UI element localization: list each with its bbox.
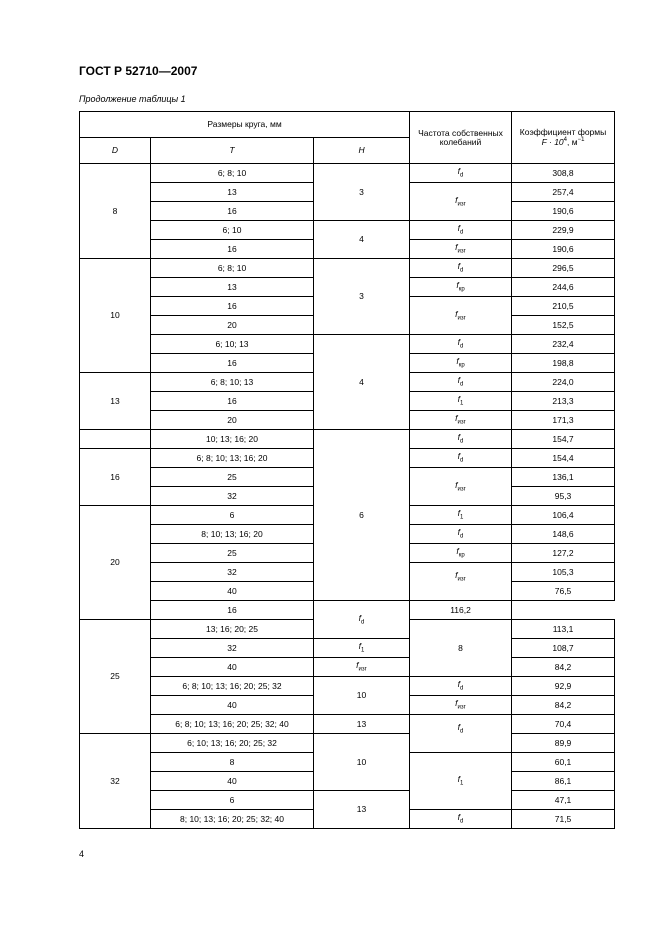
t-cell: 32 bbox=[151, 563, 314, 582]
freq-symbol: f bbox=[455, 698, 458, 708]
header-coefficient-exp2: −1 bbox=[577, 137, 585, 144]
t-cell: 6 bbox=[151, 791, 314, 810]
f-value-cell: 224,0 bbox=[512, 373, 615, 392]
t-cell: 8 bbox=[151, 753, 314, 772]
f-value-cell: 92,9 bbox=[512, 677, 615, 696]
freq-cell bbox=[410, 449, 512, 468]
freq-symbol: f bbox=[457, 679, 461, 689]
header-coefficient bbox=[512, 112, 615, 164]
freq-subscript: d bbox=[460, 457, 464, 464]
freq-cell bbox=[410, 392, 512, 411]
freq-symbol: f bbox=[358, 641, 362, 651]
t-cell: 13 bbox=[151, 278, 314, 297]
freq-subscript: кр bbox=[458, 286, 465, 293]
t-cell: 6; 8; 10 bbox=[151, 259, 314, 278]
t-cell: 20 bbox=[151, 411, 314, 430]
freq-subscript: d bbox=[460, 728, 464, 735]
f-value-cell: 152,5 bbox=[512, 316, 615, 335]
d-cell: 20 bbox=[80, 506, 151, 620]
freq-cell bbox=[410, 753, 512, 810]
f-value-cell: 213,3 bbox=[512, 392, 615, 411]
f-value-cell: 232,4 bbox=[512, 335, 615, 354]
freq-symbol: f bbox=[455, 479, 458, 490]
freq-subscript: d bbox=[460, 267, 464, 274]
freq-symbol: f bbox=[456, 356, 459, 366]
freq-cell bbox=[410, 430, 512, 449]
t-cell: 40 bbox=[151, 696, 314, 715]
f-value-cell: 76,5 bbox=[512, 582, 615, 601]
d-cell: 8 bbox=[80, 164, 151, 259]
f-value-cell: 84,2 bbox=[512, 658, 615, 677]
freq-subscript: изг bbox=[358, 666, 367, 673]
h-cell: 4 bbox=[314, 335, 410, 430]
freq-subscript: d bbox=[460, 381, 464, 388]
f-value-cell: 89,9 bbox=[512, 734, 615, 753]
t-cell: 6; 10; 13; 16; 20; 25; 32 bbox=[151, 734, 314, 753]
h-cell: 13 bbox=[314, 715, 410, 734]
t-cell: 16 bbox=[151, 202, 314, 221]
page-number: 4 bbox=[79, 849, 85, 859]
freq-symbol: f bbox=[455, 413, 458, 423]
header-d: D bbox=[80, 138, 151, 164]
freq-cell bbox=[410, 715, 512, 753]
t-cell: 20 bbox=[151, 316, 314, 335]
freq-cell bbox=[410, 259, 512, 278]
freq-symbol: f bbox=[456, 280, 459, 290]
freq-subscript: 1 bbox=[460, 514, 464, 521]
freq-symbol: f bbox=[457, 812, 461, 822]
t-cell: 6; 8; 10; 13 bbox=[151, 373, 314, 392]
freq-subscript: d bbox=[460, 438, 464, 445]
d-cell: 13 bbox=[80, 373, 151, 430]
d-cell: 16 bbox=[80, 449, 151, 506]
freq-symbol: f bbox=[455, 308, 458, 319]
h-cell: 6 bbox=[314, 430, 410, 601]
freq-subscript: кр bbox=[458, 552, 465, 559]
freq-symbol: f bbox=[457, 774, 461, 784]
freq-symbol: f bbox=[457, 451, 461, 461]
freq-cell bbox=[410, 563, 512, 601]
freq-subscript: изг bbox=[457, 486, 466, 493]
t-cell: 25 bbox=[151, 544, 314, 563]
freq-cell bbox=[410, 544, 512, 563]
t-cell: 16 bbox=[151, 392, 314, 411]
f-value-cell: 70,4 bbox=[512, 715, 615, 734]
t-cell: 13 bbox=[151, 183, 314, 202]
freq-subscript: 1 bbox=[460, 400, 464, 407]
freq-symbol: f bbox=[455, 570, 458, 580]
frequency-table bbox=[79, 111, 615, 829]
freq-subscript: кр bbox=[458, 362, 465, 369]
freq-subscript: изг bbox=[457, 315, 466, 322]
freq-cell bbox=[410, 373, 512, 392]
freq-subscript: d bbox=[460, 685, 464, 692]
freq-subscript: изг bbox=[457, 704, 466, 711]
freq-subscript: изг bbox=[457, 201, 466, 208]
freq-cell bbox=[410, 525, 512, 544]
header-coefficient-line1: Коэффициент формы bbox=[519, 127, 607, 138]
f-value-cell: 95,3 bbox=[512, 487, 615, 506]
freq-cell bbox=[410, 297, 512, 335]
d-cell-empty bbox=[80, 430, 151, 449]
t-cell: 16 bbox=[151, 354, 314, 373]
t-cell: 6; 10 bbox=[151, 221, 314, 240]
freq-cell bbox=[314, 601, 410, 639]
t-cell: 40 bbox=[151, 772, 314, 791]
t-cell: 16 bbox=[151, 240, 314, 259]
d-cell: 32 bbox=[80, 734, 151, 829]
h-cell: 3 bbox=[314, 164, 410, 221]
header-coefficient-suffix: , м bbox=[567, 136, 578, 147]
t-cell: 40 bbox=[151, 658, 314, 677]
freq-cell bbox=[410, 696, 512, 715]
f-value-cell: 190,6 bbox=[512, 240, 615, 259]
freq-subscript: 1 bbox=[361, 647, 365, 654]
f-value-cell: 190,6 bbox=[512, 202, 615, 221]
freq-cell bbox=[410, 468, 512, 506]
freq-cell bbox=[314, 639, 410, 658]
f-value-cell: 106,4 bbox=[512, 506, 615, 525]
t-cell: 8; 10; 13; 16; 20; 25; 32; 40 bbox=[151, 810, 314, 829]
d-cell: 25 bbox=[80, 620, 151, 734]
freq-symbol: f bbox=[457, 722, 461, 732]
f-value-cell: 136,1 bbox=[512, 468, 615, 487]
freq-subscript: d bbox=[460, 533, 464, 540]
header-sizes-group: Размеры круга, мм bbox=[80, 112, 410, 138]
t-cell: 25 bbox=[151, 468, 314, 487]
t-cell: 6; 10; 13 bbox=[151, 335, 314, 354]
f-value-cell: 60,1 bbox=[512, 753, 615, 772]
h-cell: 13 bbox=[314, 791, 410, 829]
freq-cell bbox=[410, 183, 512, 221]
t-cell: 32 bbox=[151, 639, 314, 658]
header-coefficient-prefix: F · 10 bbox=[541, 136, 564, 147]
t-cell: 6; 8; 10 bbox=[151, 164, 314, 183]
d-cell: 10 bbox=[80, 259, 151, 373]
t-cell: 32 bbox=[151, 487, 314, 506]
t-cell: 16 bbox=[151, 297, 314, 316]
freq-symbol: f bbox=[455, 194, 458, 205]
freq-cell bbox=[410, 335, 512, 354]
f-value-cell: 210,5 bbox=[512, 297, 615, 316]
f-value-cell: 86,1 bbox=[512, 772, 615, 791]
freq-symbol: f bbox=[457, 527, 461, 537]
freq-subscript: d bbox=[460, 172, 464, 179]
freq-cell bbox=[410, 506, 512, 525]
freq-subscript: изг bbox=[457, 419, 466, 426]
f-value-cell: 198,8 bbox=[512, 354, 615, 373]
f-value-cell: 105,3 bbox=[512, 563, 615, 582]
freq-symbol: f bbox=[457, 261, 461, 271]
f-value-cell: 244,6 bbox=[512, 278, 615, 297]
freq-cell bbox=[410, 354, 512, 373]
t-cell: 6; 8; 10; 13; 16; 20; 25; 32 bbox=[151, 677, 314, 696]
f-value-cell: 127,2 bbox=[512, 544, 615, 563]
header-t: T bbox=[151, 138, 314, 164]
freq-symbol: f bbox=[356, 660, 359, 670]
freq-cell bbox=[410, 278, 512, 297]
freq-subscript: 1 bbox=[460, 780, 464, 787]
freq-symbol: f bbox=[358, 612, 362, 623]
t-cell: 40 bbox=[151, 582, 314, 601]
header-coefficient-exp: 4 bbox=[563, 137, 567, 144]
t-cell: 6 bbox=[151, 506, 314, 525]
f-value-cell: 84,2 bbox=[512, 696, 615, 715]
f-value-cell: 308,8 bbox=[512, 164, 615, 183]
freq-symbol: f bbox=[455, 242, 458, 252]
t-cell: 6; 8; 10; 13; 16; 20; 25; 32; 40 bbox=[151, 715, 314, 734]
header-h: H bbox=[314, 138, 410, 164]
t-cell: 13; 16; 20; 25 bbox=[151, 620, 314, 639]
t-cell: 6; 8; 10; 13; 16; 20 bbox=[151, 449, 314, 468]
f-value-cell: 296,5 bbox=[512, 259, 615, 278]
freq-cell bbox=[410, 221, 512, 240]
f-value-cell: 229,9 bbox=[512, 221, 615, 240]
freq-symbol: f bbox=[457, 375, 461, 385]
f-value-cell: 257,4 bbox=[512, 183, 615, 202]
freq-cell bbox=[410, 677, 512, 696]
h-cell: 4 bbox=[314, 221, 410, 259]
freq-cell bbox=[410, 240, 512, 259]
f-value-cell: 108,7 bbox=[512, 639, 615, 658]
freq-symbol: f bbox=[457, 432, 461, 442]
f-value-cell: 71,5 bbox=[512, 810, 615, 829]
freq-symbol: f bbox=[456, 546, 459, 556]
freq-subscript: изг bbox=[457, 248, 466, 255]
f-value-cell: 148,6 bbox=[512, 525, 615, 544]
freq-subscript: изг bbox=[457, 576, 466, 583]
h-cell: 10 bbox=[314, 734, 410, 791]
freq-subscript: d bbox=[460, 343, 464, 350]
t-cell: 10; 13; 16; 20 bbox=[151, 430, 314, 449]
f-value-cell: 116,2 bbox=[410, 601, 512, 620]
table-continuation-caption: Продолжение таблицы 1 bbox=[79, 94, 186, 104]
h-cell: 10 bbox=[314, 677, 410, 715]
freq-cell bbox=[410, 411, 512, 430]
header-frequency: Частота собственных колебаний bbox=[410, 112, 512, 164]
t-cell: 8; 10; 13; 16; 20 bbox=[151, 525, 314, 544]
f-value-cell: 154,7 bbox=[512, 430, 615, 449]
f-value-cell: 154,4 bbox=[512, 449, 615, 468]
freq-symbol: f bbox=[457, 223, 461, 233]
h-cell: 3 bbox=[314, 259, 410, 335]
f-value-cell: 171,3 bbox=[512, 411, 615, 430]
f-value-cell: 47,1 bbox=[512, 791, 615, 810]
freq-symbol: f bbox=[457, 508, 461, 518]
t-cell: 16 bbox=[151, 601, 314, 620]
freq-symbol: f bbox=[457, 337, 461, 347]
freq-subscript: d bbox=[460, 818, 464, 825]
freq-cell bbox=[410, 164, 512, 183]
freq-subscript: d bbox=[460, 229, 464, 236]
freq-symbol: f bbox=[457, 394, 461, 404]
freq-symbol: f bbox=[457, 166, 461, 176]
freq-subscript: d bbox=[361, 619, 365, 626]
freq-cell bbox=[314, 658, 410, 677]
h-cell: 8 bbox=[410, 620, 512, 677]
f-value-cell: 113,1 bbox=[512, 620, 615, 639]
document-title: ГОСТ Р 52710—2007 bbox=[79, 64, 198, 78]
freq-cell bbox=[410, 810, 512, 829]
